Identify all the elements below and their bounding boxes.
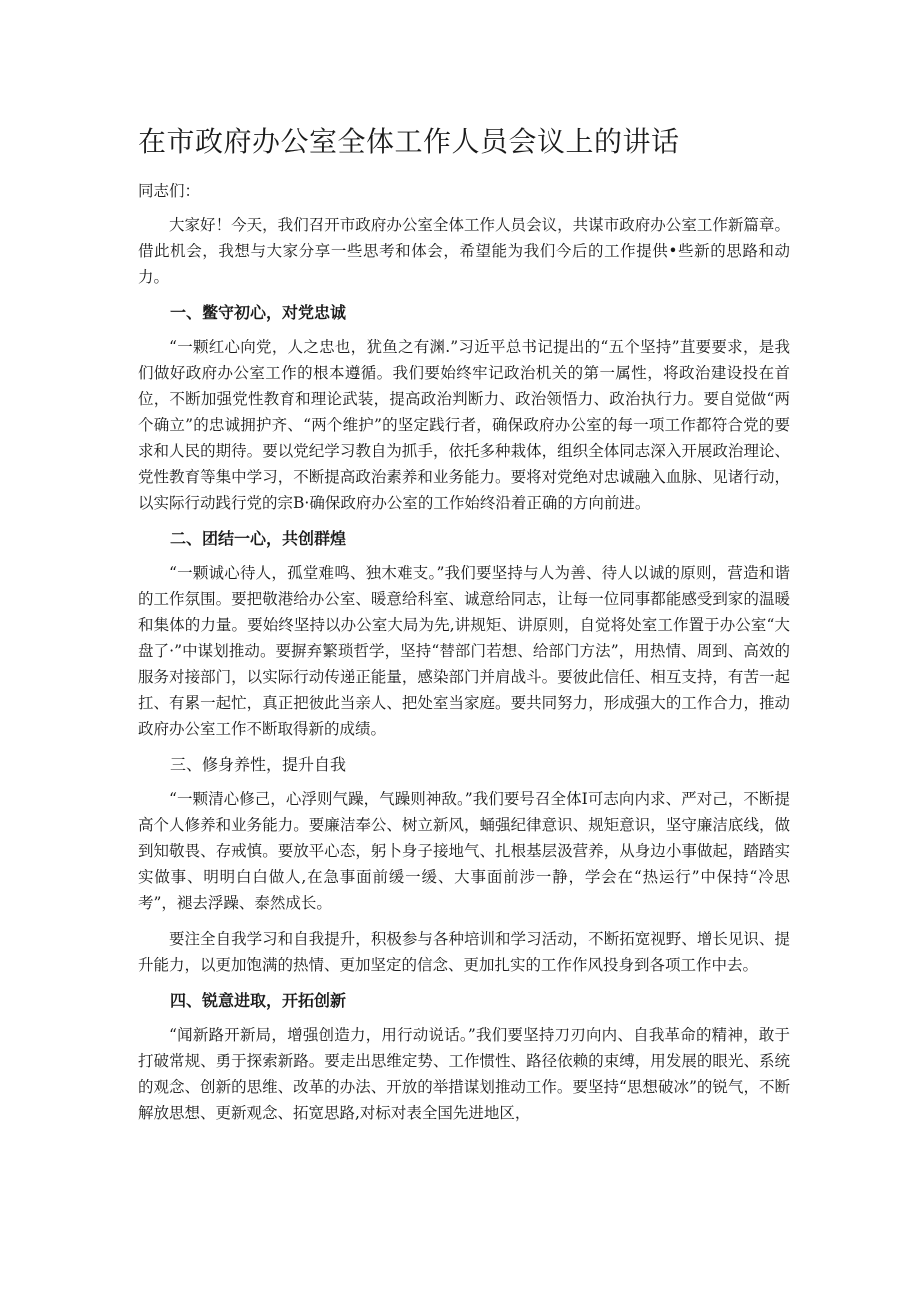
section-heading: 一、鳖守初心，对党忠诚 — [170, 303, 347, 322]
section-1 — [138, 300, 790, 516]
intro-paragraph: 大家好！今天，我们召开市政府办公室全体工作人员会议，共谋市政府办公室工作新篇章。借此机会，我想与大家分享一些思考和体会，希望能为我们今后的工作提供•些新的思路和动力。 — [138, 216, 790, 286]
section-paragraph: “闻新路开新局，增强创造力，用行动说话。”我们要坚持刀刃向内、自我革命的精神，敢于打破常规、勇于探索新路。要走出思维定势、工作惯性、路径依赖的束缚，用发展的眼光、系统的观念、创新的思维、改革的办法、开放的举措谋划推动工作。要坚持“思想破冰”的锐气，不断解放思想、更新观念、拓宽思路,对标对表全国先进地区， — [138, 1026, 790, 1122]
salutation: 同志们： — [138, 182, 201, 200]
document-title: 在市政府办公室全体工作人员会议上的讲话 — [138, 125, 680, 158]
section-paragraph: “一颗诚心待人，孤堂难鸣、独木难支。”我们要坚持与人为善、待人以诚的原则，营造和谐的工作氛围。要把敬港给办公室、暖意给科室、诚意给同志，让每一位同事都能感受到家的温暖和集体的力量。要始终坚持以办公室大局为先,讲规矩、讲原则，自觉将处室工作置于办公室“大盘了·”中谋划推动。要摒弃繁琐哲学，坚持“替部门若想、给部门方法”，用热情、周到、高效的服务对接部门，以实际行动传递正能量，感染部门并肩战斗。要彼此信任、相互支持，有苦一起扛、有累一起忙，真正把彼此当亲人、把处室当家庭。要共同努力，形成强大的工作合力，推动政府办公室工作不断取得新的成绩。 — [138, 564, 790, 738]
section-paragraph: “一颗红心向党，人之忠也，犹鱼之有渊.”习近平总书记提出的“五个坚持”苴要要求，是我们做好政府办公室工作的根本遵循。我们要始终牢记政治机关的第一属性，将政治建设投在首位，不断加强党性教育和理论武装，提高政治判断力、政治领悟力、政治执行力。要自觉做“两个确立”的忠诚拥护齐、“两个维护”的坚定践行者，确保政府办公室的每一项工作都符合党的要求和人民的期待。要以党纪学习教自为抓手，依托多种栽体，组织全体同志深入开展政治理论、党性教育等集中学习，不断提高政治素养和业务能力。要将对党绝对忠诚融入血脉、见诸行动，以实际行动践行党的宗B·确保政府办公室的工作始终沿着正确的方向前进。 — [138, 338, 790, 512]
section-2 — [138, 526, 790, 742]
section-paragraph: 要注全自我学习和自我提升，积极参与各种培训和学习活动，不断拓宽视野、增长见识、提升能力，以更加饱满的热情、更加坚定的信念、更加扎实的工作作风投身到各项工作中去。 — [138, 930, 790, 974]
section-4 — [138, 988, 790, 1126]
section-paragraph: “一颗清心修己，心浮则气躁，气躁则神敌。”我们要号召全体I可志向内求、严对己，不断提高个人修养和业务能力。要廉洁奉公、树立新风，蛹强纪律意识、规矩意识，坚守廉洁底线，做到知敬畏、存戒慎。要放平心态，躬卜身子接地气、扎根基层汲营养，从身边小事做起，踏踏实实做事、明明白白做人,在急事面前缓一缓、大事面前涉一静，学会在“热运行”中保持“冷思考”，褪去浮躁、泰然成长。 — [138, 790, 790, 912]
section-heading: 四、锐意进取，开拓创新 — [170, 991, 347, 1010]
section-heading: 二、团结一心，共创群煌 — [170, 529, 347, 548]
section-heading: 三、修身养性，提升自我 — [170, 755, 347, 774]
section-3 — [138, 752, 790, 978]
document-body — [138, 178, 790, 1136]
